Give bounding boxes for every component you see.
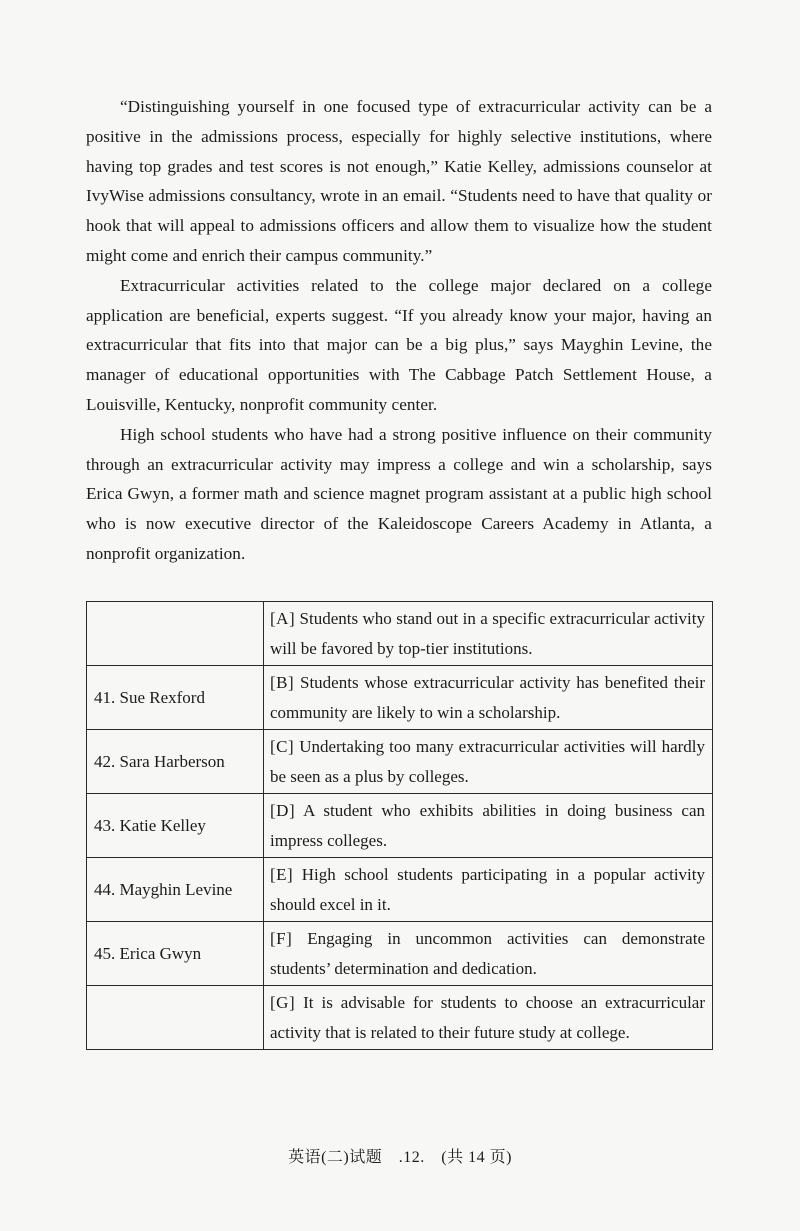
table-row [87,986,713,1050]
option-letter: [G] [270,993,296,1012]
table-row [87,794,713,858]
table-row [87,858,713,922]
matching-table [86,601,713,1050]
passage-paragraph: Extracurricular activities related to the college major declared on a college application are beneficial, experts suggest. “If you already know your major, having an extracurricular that fits into that major can be a big plus,” says Mayghin Levine, the manager of educational opportunities with The Cabbage Patch Settlement House, a Louisville, Kentucky, nonprofit community center. [86,275,712,414]
option-cell [264,922,713,986]
option-text: A student who exhibits abilities in doing business can impress colleges. [270,801,705,850]
table-row [87,666,713,730]
person-cell: 45. Erica Gwyn [87,922,264,986]
person-cell: 44. Mayghin Levine [87,858,264,922]
person-cell: 41. Sue Rexford [87,666,264,730]
option-letter: [C] [270,737,295,756]
option-cell [264,602,713,666]
person-cell [87,602,264,666]
option-text: Students whose extracurricular activity has benefited their community are likely to win a scholarship. [270,673,705,722]
footer-total-pages: (共 14 页) [441,1149,512,1166]
option-cell [264,666,713,730]
option-letter: [D] [270,801,296,820]
option-letter: [B] [270,673,295,692]
footer-subject: 英语(二)试题 [288,1149,383,1166]
passage-paragraph: High school students who have had a strong positive influence on their community through an extracurricular activity may impress a college and win a scholarship, says Erica Gwyn, a former math and science magnet program assistant at a public high school who is now executive director of the Kaleidoscope Careers Academy in Atlanta, a nonprofit organization. [86,424,712,563]
option-text: Students who stand out in a specific extracurricular activity will be favored by top-tier institutions. [270,609,705,658]
table-row [87,922,713,986]
table-row [87,602,713,666]
person-cell: 43. Katie Kelley [87,794,264,858]
option-letter: [A] [270,609,296,628]
option-text: It is advisable for students to choose an extracurricular activity that is related to their future study at college. [270,993,706,1042]
option-cell [264,794,713,858]
option-text: Engaging in uncommon activities can demonstrate students’ determination and dedication. [270,929,705,978]
option-letter: [F] [270,929,293,948]
option-cell [264,730,713,794]
person-cell [87,986,264,1050]
page-footer [0,1144,800,1167]
option-letter: [E] [270,865,294,884]
person-cell: 42. Sara Harberson [87,730,264,794]
passage-paragraph: “Distinguishing yourself in one focused type of extracurricular activity can be a positive in the admissions process, especially for highly selective institutions, where having top grades and test scores is not enough,” Katie Kelley, admissions counselor at IvyWise admissions consultancy, wrote in an email. “Students need to have that quality or hook that will appeal to admissions officers and allow them to visualize how the student might come and enrich their campus community.” [86,97,712,265]
reading-passage [86,92,712,569]
option-cell [264,858,713,922]
table-row [87,730,713,794]
footer-page-number: .12. [398,1149,425,1166]
option-text: High school students participating in a popular activity should excel in it. [270,865,706,914]
option-cell [264,986,713,1050]
option-text: Undertaking too many extracurricular activities will hardly be seen as a plus by colleges. [270,737,705,786]
